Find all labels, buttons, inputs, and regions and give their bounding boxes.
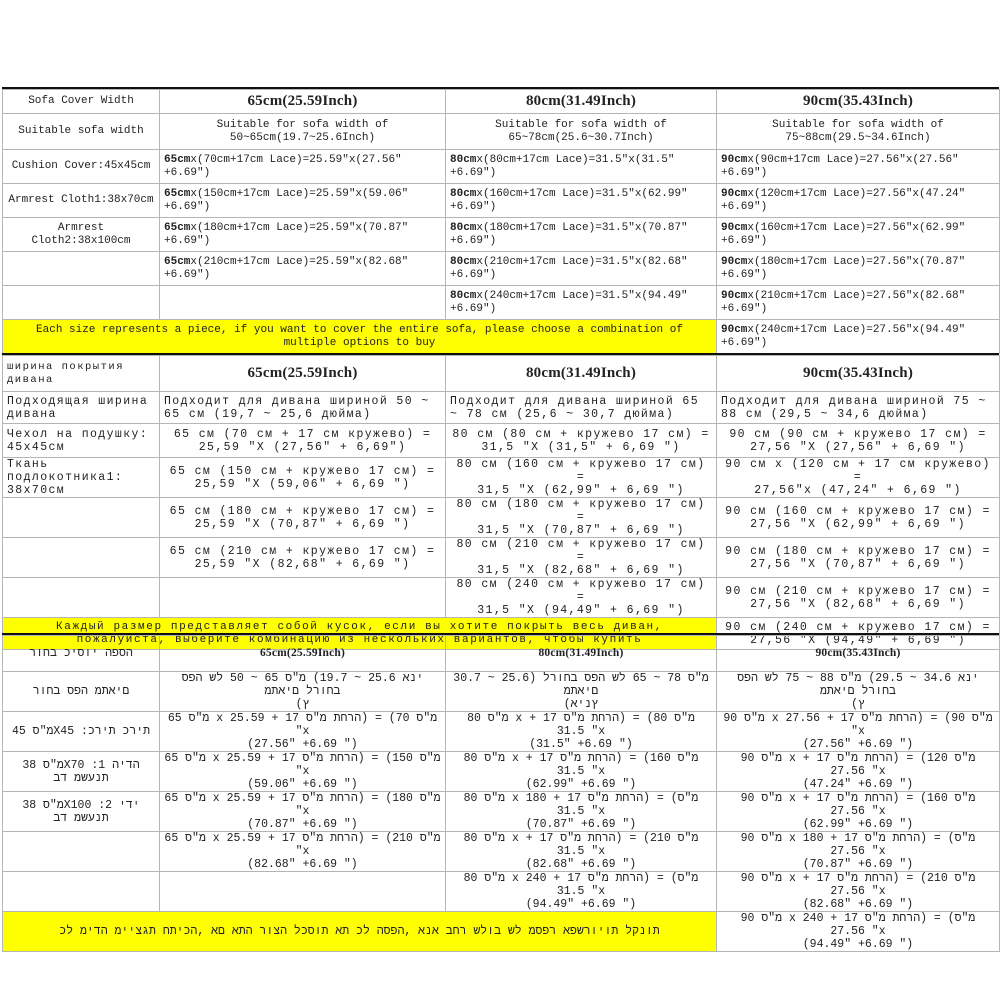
size-cell: 90 см (240 см + кружево 17 см) = 27,56 ″X (94,49″ + 6,69 ″) [717,618,1000,650]
size-cell: 80 см (210 см + кружево 17 см) = 31,5 ″X (82,68″ + 6,69 ″) [446,538,717,578]
header-90cm: 90cm(35.43Inch) [717,90,1000,114]
size-cell: 90 см (160 см + кружево 17 см) = 27,56 ″X (62,99″ + 6,69 ″) [717,498,1000,538]
row-label-cover-width: Sofa Cover Width [3,90,160,114]
suitable-80: Suitable for sofa width of 65~78cm(25.6~30.7Inch) [446,114,717,150]
size-cell: 80 מ"ס x 240 מ"ס) = (הרחת מ"ס 17 + 31.5 ″x (94.49″ +6.69 ″) [446,872,717,912]
size-cell: 80 מ"ס x מ"ס 160) = (הרחת מ"ס 17 + 31.5 ″x (62.99″ +6.69 ″) [446,752,717,792]
row-label-cushion: Чехол на подушку: 45х45см [3,424,160,458]
size-cell: 65 см (180 см + кружево 17 см) = 25,59 ″X (70,87″ + 6,69 ″) [160,498,446,538]
size-cell: 80 см (80 см + кружево 17 см) = 31,5 ″X (31,5″ + 6,69 ″) [446,424,717,458]
russian-table-section [2,353,999,647]
row-label-suitable-width: Suitable sofa width [3,114,160,150]
size-cell: 90 מ"ס x מ"ס 210) = (הרחת מ"ס 17 + 27.56 ″x (82.68″ +6.69 ″) [717,872,1000,912]
size-cell: 80cmx(180cm+17cm Lace)=31.5″x(70.87″+6.69″) [446,218,717,252]
row-label-cover-width: הספה יוסיכ בחור [3,636,160,672]
size-cell: 90 מ"ס x מ"ס 160) = (הרחת מ"ס 17 + 27.56 ″x (62.99″ +6.69 ″) [717,792,1000,832]
header-90cm: 90cm(35.43Inch) [717,356,1000,392]
size-cell: 90cmx(240cm+17cm Lace)=27.56″x(94.49″+6.69″) [717,320,1000,354]
hebrew-note-banner: תונקל תויורשפא רפסמ לש בולש רחב אנא ,הפסה לכ תא תוסכל הצור התא םא ,הכיתח תגציימ הדימ לכ [3,912,717,952]
size-cell: 80cmx(210cm+17cm Lace)=31.5″x(82.68″+6.69″) [446,252,717,286]
size-cell: 65 см (210 см + кружево 17 см) = 25,59 ″X (82,68″ + 6,69 ″) [160,538,446,578]
header-80cm: 80cm(31.49Inch) [446,356,717,392]
row-label-cushion: Cushion Cover:45x45cm [3,150,160,184]
size-cell: 90cmx(120cm+17cm Lace)=27.56″x(47.24″+6.69″) [717,184,1000,218]
size-cell: 80 см (240 см + кружево 17 см) = 31,5 ″X (94,49″ + 6,69 ″) [446,578,717,618]
size-cell: 80 מ"ס x מ"ס 210) = (הרחת מ"ס 17 + 31.5 ″x (82.68″ +6.69 ″) [446,832,717,872]
size-cell: 65cmx(180cm+17cm Lace)=25.59″x(70.87″+6.69″) [160,218,446,252]
russian-size-table [2,355,1000,650]
suitable-90: Suitable for sofa width of 75~88cm(29.5~34.6Inch) [717,114,1000,150]
english-note-banner: Each size represents a piece, if you want to cover the entire sofa, please choose a combination of multiple options to buy [3,320,717,354]
size-cell: 90 см (180 см + кружево 17 см) = 27,56 ″X (70,87″ + 6,69 ″) [717,538,1000,578]
size-cell: 90 см (210 см + кружево 17 см) = 27,56 ″X (82,68″ + 6,69 ″) [717,578,1000,618]
header-90cm: 90cm(35.43Inch) [717,636,1000,672]
row-label-armrest1: מ"ס 38X70 :1 הדיה תנעשמ דב [3,752,160,792]
empty-label-cell [3,498,160,538]
empty-label-cell [3,578,160,618]
empty-cell [160,286,446,320]
size-cell: 80cmx(240cm+17cm Lace)=31.5″x(94.49″+6.69″) [446,286,717,320]
empty-cell [160,578,446,618]
empty-label-cell [3,872,160,912]
size-cell: 80 см (180 см + кружево 17 см) = 31,5 ″X (70,87″ + 6,69 ″) [446,498,717,538]
size-cell: 80 см (160 см + кружево 17 см) = 31,5 ″X (62,99″ + 6,69 ″) [446,458,717,498]
suitable-90: ינא 34.6 ~ 29.5) מ"ס 88 ~ 75 לש הפס בחורל םיאתמ (ץ [717,672,1000,712]
suitable-65: Подходит для дивана шириной 50 ~ 65 см (19,7 ~ 25,6 дюйма) [160,392,446,424]
size-cell: 90cmx(90cm+17cm Lace)=27.56″x(27.56″+6.69″) [717,150,1000,184]
suitable-65: ינא 25.6 ~ 19.7) מ"ס 65 ~ 50 לש הפס בחורל םיאתמ (ץ [160,672,446,712]
row-label-cover-width: ширина покрытия дивана [3,356,160,392]
size-cell: 65 מ"ס x מ"ס 70) = (הרחת מ"ס 17 + 25.59 ″x (27.56″ +6.69 ″) [160,712,446,752]
russian-note-banner: Каждый размер представляет собой кусок, если вы хотите покрыть весь диван, пожалуйста, выберите комбинацию из нескольких вариантов, чтобы купить [3,618,717,650]
size-cell: 90 מ"ס x 180 מ"ס) = (הרחת מ"ס 17 + 27.56 ″x (70.87″ +6.69 ″) [717,832,1000,872]
row-label-armrest1: Ткань подлокотника1: 38х70см [3,458,160,498]
size-cell: 65 מ"ס x מ"ס 180) = (הרחת מ"ס 17 + 25.59 ″x (70.87″ +6.69 ″) [160,792,446,832]
header-80cm: 80cm(31.49Inch) [446,636,717,672]
empty-label-cell [3,286,160,320]
header-65cm: 65cm(25.59Inch) [160,90,446,114]
row-label-armrest1: Armrest Cloth1:38x70cm [3,184,160,218]
row-label-suitable-width: Подходящая ширина дивана [3,392,160,424]
row-label-cushion: מ"ס 45X45 :תירכ תירכ [3,712,160,752]
row-label-armrest2: מ"ס 38X100 :2 ידי תנעשמ דב [3,792,160,832]
size-cell: 90cmx(180cm+17cm Lace)=27.56″x(70.87″+6.69″) [717,252,1000,286]
row-label-armrest2: Armrest Cloth2:38x100cm [3,218,160,252]
suitable-80: 30.7 ~ 25.6) מ"ס 78 ~ 65 לש הפס בחורל םיאתמ (ץניא [446,672,717,712]
size-cell: 90 מ"ס x מ"ס 120) = (הרחת מ"ס 17 + 27.56 ″x (47.24″ +6.69 ″) [717,752,1000,792]
empty-label-cell [3,832,160,872]
header-65cm: 65cm(25.59Inch) [160,636,446,672]
header-65cm: 65cm(25.59Inch) [160,356,446,392]
size-cell: 90 מ"ס x מ"ס 90) = (הרחת מ"ס 17 + 27.56 ″x (27.56″ +6.69 ″) [717,712,1000,752]
suitable-65: Suitable for sofa width of 50~65cm(19.7~25.6Inch) [160,114,446,150]
empty-label-cell [3,538,160,578]
size-cell: 65cmx(210cm+17cm Lace)=25.59″x(82.68″+6.69″) [160,252,446,286]
size-cell: 90cmx(160cm+17cm Lace)=27.56″x(62.99″+6.69″) [717,218,1000,252]
empty-label-cell [3,252,160,286]
size-cell: 90cmx(210cm+17cm Lace)=27.56″x(82.68″+6.69″) [717,286,1000,320]
hebrew-size-table [2,635,1000,952]
empty-cell [160,872,446,912]
size-cell: 65 מ"ס x מ"ס 150) = (הרחת מ"ס 17 + 25.59 ″x (59.06″ +6.69 ″) [160,752,446,792]
size-cell: 80cmx(160cm+17cm Lace)=31.5″x(62.99″+6.69″) [446,184,717,218]
hebrew-table-section [2,633,999,951]
size-cell: 80 מ"ס x מ"ס 80) = (הרחת מ"ס 17 + 31.5 ″x (31.5″ +6.69 ″) [446,712,717,752]
english-size-table [2,89,1000,354]
size-cell: 65 см (150 см + кружево 17 см) = 25,59 ″X (59,06″ + 6,69 ″) [160,458,446,498]
size-cell: 65 см (70 см + 17 см кружево) = 25,59 ″X (27,56″ + 6,69″) [160,424,446,458]
row-label-suitable-width: םיאתמ הפס בחור [3,672,160,712]
suitable-80: Подходит для дивана шириной 65 ~ 78 см (25,6 ~ 30,7 дюйма) [446,392,717,424]
english-table-section [2,87,999,353]
size-cell: 80cmx(80cm+17cm Lace)=31.5″x(31.5″+6.69″) [446,150,717,184]
size-cell: 80 מ"ס x 180 מ"ס) = (הרחת מ"ס 17 + 31.5 ″x (70.87″ +6.69 ″) [446,792,717,832]
size-cell: 65cmx(70cm+17cm Lace)=25.59″x(27.56″+6.69″) [160,150,446,184]
size-cell: 65 מ"ס x מ"ס 210) = (הרחת מ"ס 17 + 25.59 ″x (82.68″ +6.69 ″) [160,832,446,872]
header-80cm: 80cm(31.49Inch) [446,90,717,114]
size-cell: 90 см (90 см + кружево 17 см) = 27,56 ″X (27,56″ + 6,69 ″) [717,424,1000,458]
size-cell: 65cmx(150cm+17cm Lace)=25.59″x(59.06″+6.69″) [160,184,446,218]
size-cell: 90 см x (120 см + 17 см кружево) = 27,56″x (47,24″ + 6,69 ″) [717,458,1000,498]
suitable-90: Подходит для дивана шириной 75 ~ 88 см (29,5 ~ 34,6 дюйма) [717,392,1000,424]
size-cell: 90 מ"ס x 240 מ"ס) = (הרחת מ"ס 17 + 27.56 ″x (94.49″ +6.69 ″) [717,912,1000,952]
